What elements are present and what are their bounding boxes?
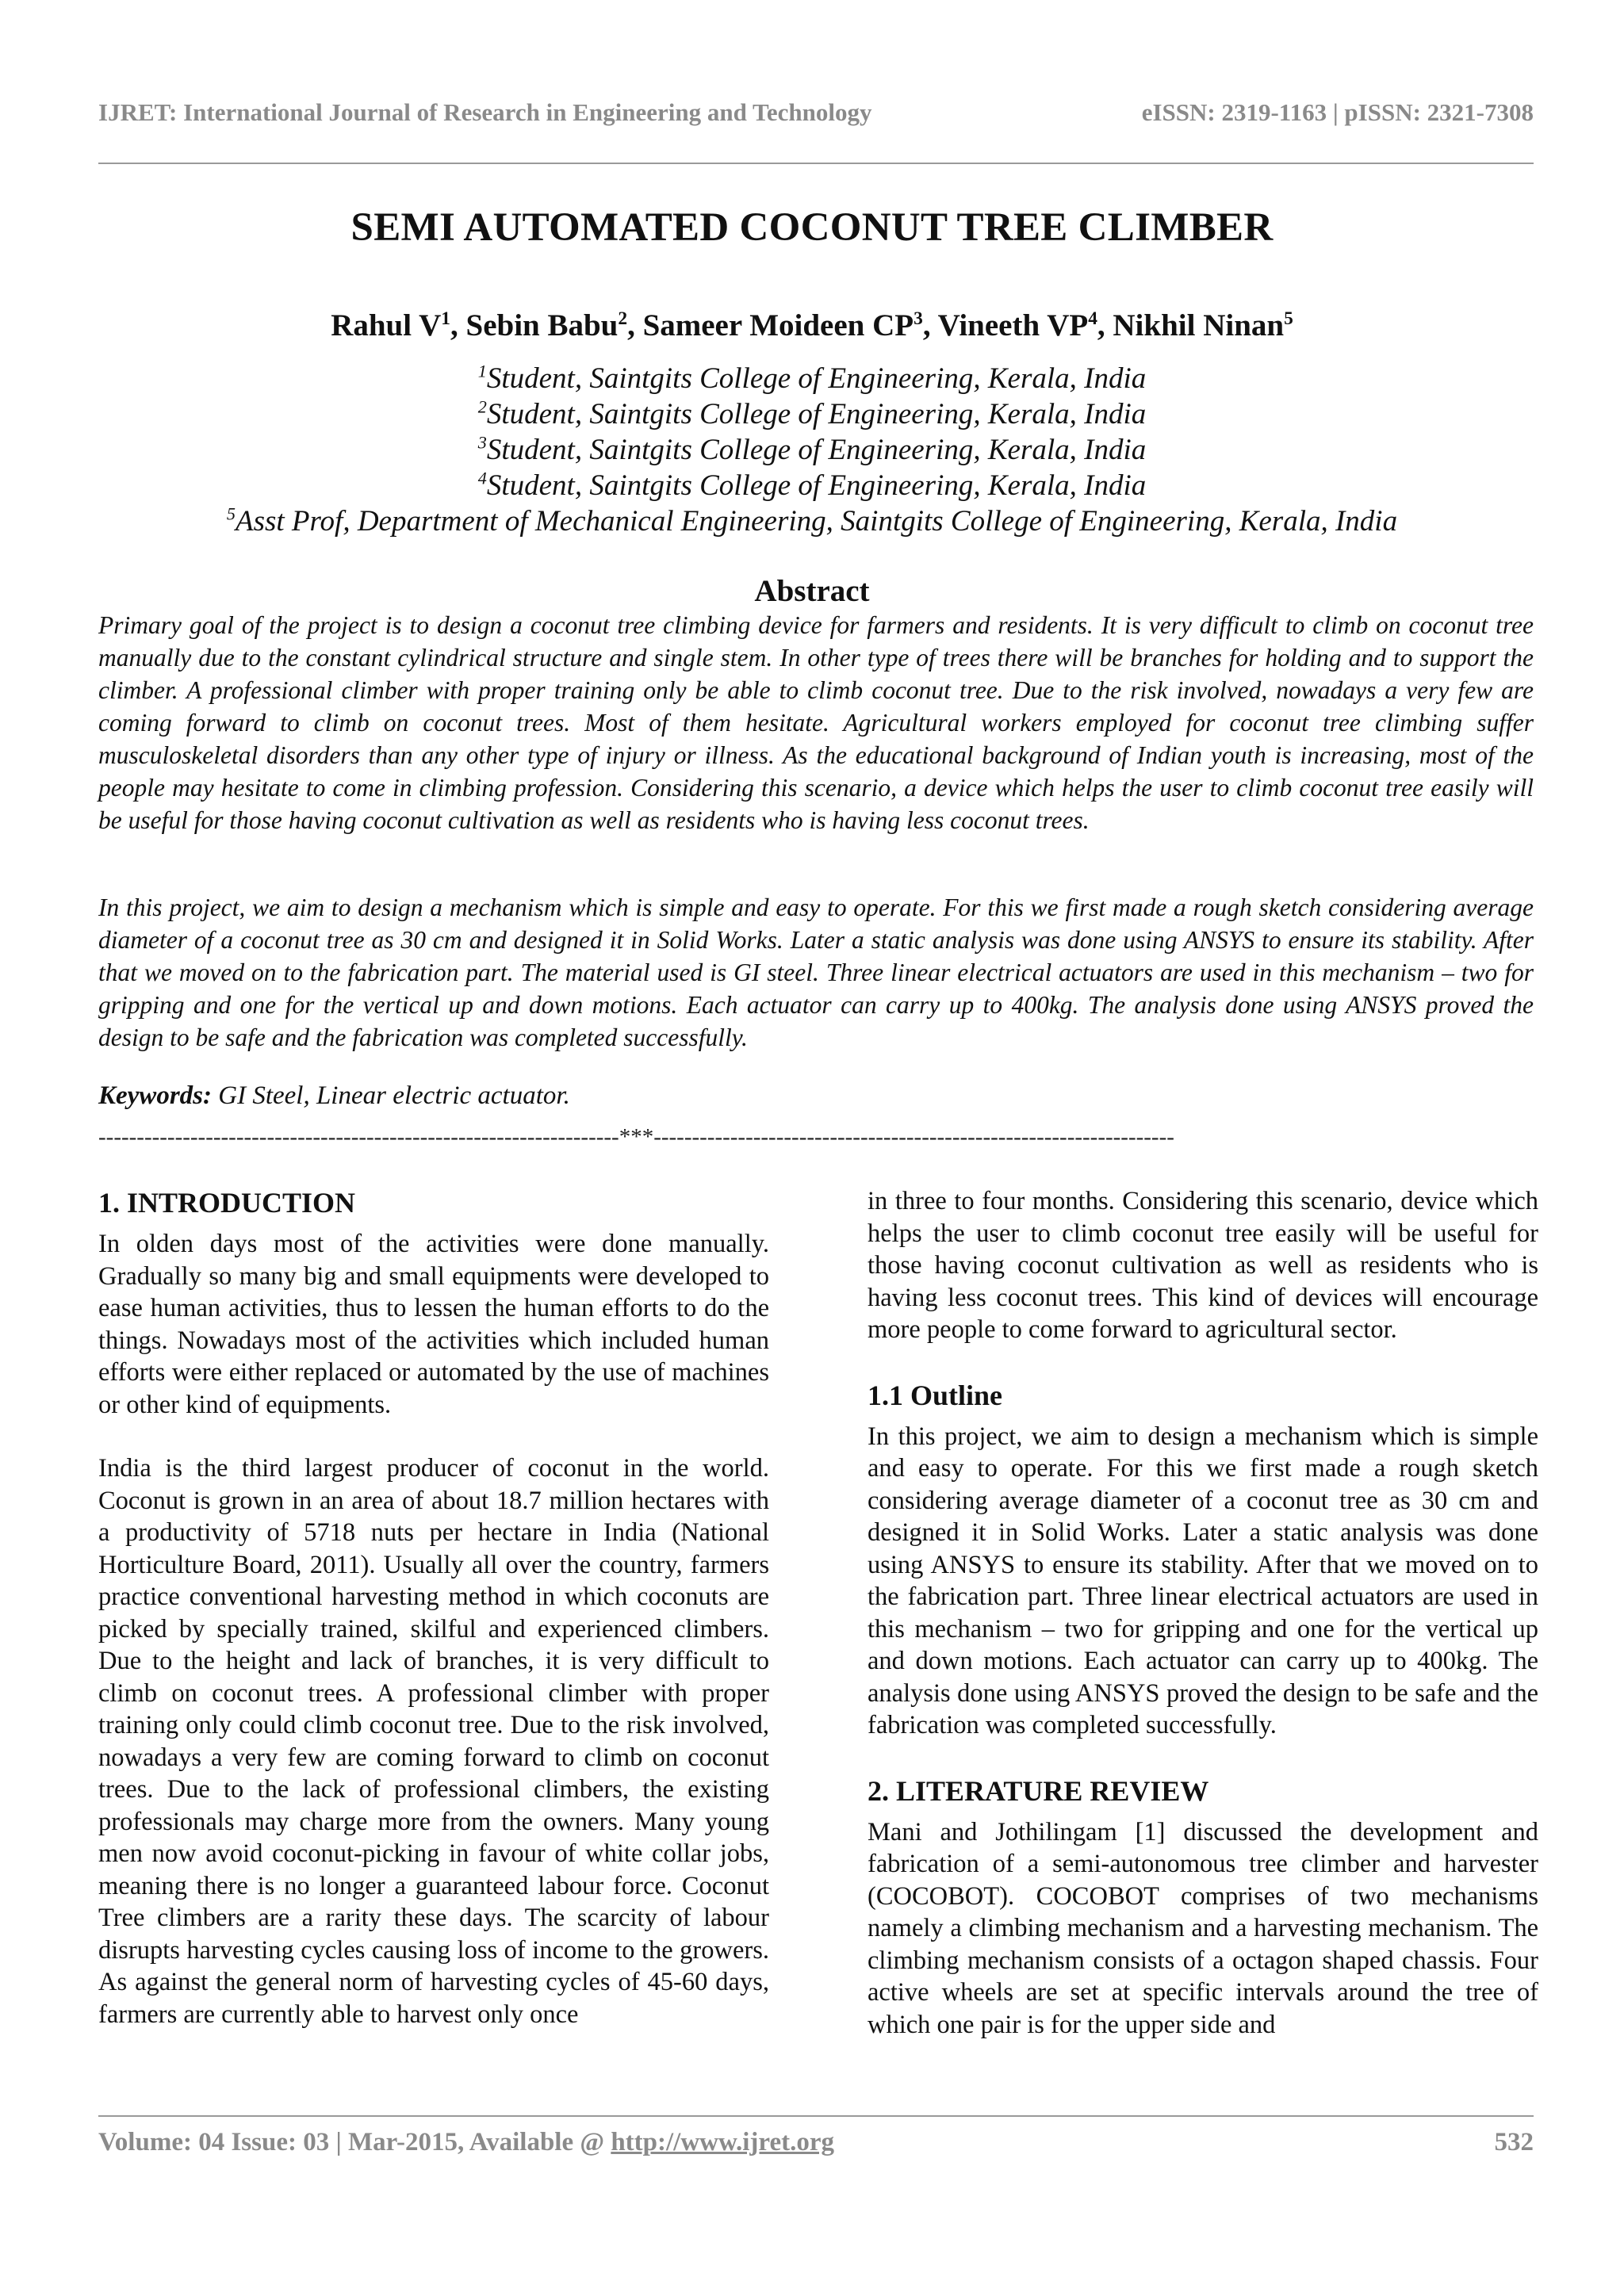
affiliation-text: Student, Saintgits College of Engineering, Kerala, India [486,362,1147,395]
author-affiliation-marker: 4 [1088,308,1097,329]
affiliation-line [0,396,1624,432]
volume-text: Volume: 04 Issue: 03 | Mar-2015, Available @ [98,2128,611,2156]
affiliation-marker: 1 [477,361,487,381]
affiliation-marker: 3 [477,432,487,453]
separator-dashes-right: -------------------------------------------------------------------- [653,1124,1174,1150]
volume-info [98,2128,834,2157]
author-affiliation-marker: 2 [618,308,628,329]
author-name: Sebin Babu [465,308,619,342]
author-list [0,308,1624,343]
author-affiliation-marker: 3 [914,308,923,329]
affiliation-line [0,503,1624,539]
page-number: 532 [1494,2128,1534,2156]
affiliation-text: Student, Saintgits College of Engineering, Kerala, India [486,434,1147,466]
paragraph-gap [868,1742,1538,1774]
affiliation-list [0,361,1624,539]
right-column [868,1185,1538,2041]
running-header [98,98,1534,133]
abstract-paragraph: Primary goal of the project is to design a coconut tree climbing device for farmers and residents. It is very difficult to climb on coconut tree manually due to the constant cylindrical structure and single stem. In other type of trees there will be branches for holding and to support the climber. A professional climber with proper training only be able to climb coconut tree. Due to the risk involved, nowadays a very few are coming forward to climb on coconut trees. Most of them hesitate. Agricultural workers employed for coconut tree climbing suffer musculoskeletal disorders than any other type of injury or illness. As the educational background of Indian youth is increasing, most of the people may hesitate to come in climbing profession. Considering this scenario, a device which helps the user to climb coconut tree easily will be useful for those having coconut cultivation as well as residents who is having less coconut trees. [98,611,1534,834]
affiliation-line [0,468,1624,503]
affiliation-text: Student, Saintgits College of Engineering, Kerala, India [486,469,1147,502]
affiliation-marker: 2 [477,396,487,417]
header-rule [98,163,1534,164]
author-name: Nikhil Ninan [1113,308,1285,342]
body-paragraph: in three to four months. Considering this scenario, device which helps the user to climb coconut tree easily will be useful for those having coconut cultivation as well as residents who is having less coconut trees. This kind of devices will encourage more people to come forward to agricultural sector. [868,1187,1538,1344]
author-affiliation-marker: 5 [1284,308,1293,329]
section-heading: 1.1 Outline [868,1379,1003,1411]
abstract-paragraph: In this project, we aim to design a mechanism which is simple and easy to operate. For this we first made a rough sketch considering average diameter of a coconut tree as 30 cm and designed it in Solid Works. Later a static analysis was done using ANSYS to ensure its stability. After that we moved on to the fabrication part. The material used is GI steel. Three linear electrical actuators are used in this mechanism – two for gripping and one for the vertical up and down motions. Each actuator can carry up to 400kg. The analysis done using ANSYS proved the design to be safe and the fabrication was completed successfully. [98,894,1534,1051]
author-separator: , [627,308,643,342]
author-name: Sameer Moideen CP [642,308,914,342]
author-separator: , [1097,308,1113,342]
paragraph-gap [868,1346,1538,1378]
body-paragraph: Mani and Jothilingam [1] discussed the development and fabrication of a semi-autonomous tree climber and harvester (COCOBOT). COCOBOT comprises of two mechanisms namely a climbing mechanism and a harvesting mechanism. The climbing mechanism consists of a octagon shaped chassis. Four active wheels are set at specific intervals around the tree of which one pair is for the upper side and [868,1817,1538,2039]
journal-name: IJRET: International Journal of Research in Engineering and Technology [98,98,872,126]
abstract-heading: Abstract [754,574,870,608]
affiliation-marker: 5 [226,503,236,524]
affiliation-marker: 4 [477,468,487,488]
section-heading: 2. LITERATURE REVIEW [868,1774,1209,1807]
paragraph-gap [98,1421,769,1452]
issn-info: eISSN: 2319-1163 | pISSN: 2321-7308 [1141,98,1534,126]
separator-stars: *** [619,1124,654,1150]
body-paragraph: In this project, we aim to design a mechanism which is simple and easy to operate. For this we first made a rough sketch considering average diameter of a coconut tree as 30 cm and designed it in Solid Works. Later a static analysis was done using ANSYS to ensure its stability. After that we moved on to the fabrication part. Three linear electrical actuators are used in this mechanism – two for gripping and one for the vertical up and down motions. Each actuator can carry up to 400kg. The analysis done using ANSYS proved the design to be safe and the fabrication was completed successfully. [868,1422,1538,1739]
affiliation-text: Student, Saintgits College of Engineering, Kerala, India [486,398,1147,430]
author-separator: , [922,308,938,342]
affiliation-line [0,432,1624,468]
keywords-label: Keywords: [98,1081,212,1110]
keywords-text: GI Steel, Linear electric actuator. [212,1081,570,1110]
keywords-line [98,1081,570,1111]
footer-rule [98,2115,1534,2117]
affiliation-text: Asst Prof, Department of Mechanical Engineering, Saintgits College of Engineering, Kerala, India [236,505,1398,538]
author-separator: , [450,308,466,342]
affiliation-line [0,361,1624,396]
body-paragraph: India is the third largest producer of coconut in the world. Coconut is grown in an area of about 18.7 million hectares with a productivity of 5718 nuts per hectare in India (National Horticulture Board, 2011). Usually all over the country, farmers practice conventional harvesting method in which coconuts are picked by specially trained, skilful and experienced climbers. Due to the height and lack of branches, it is very difficult to climb on coconut trees. A professional climber with proper training only could climb coconut tree. Due to the risk involved, nowadays a very few are coming forward to climb on coconut trees. Due to the lack of professional climbers, the existing professionals may charge more from the owners. Many young men now avoid coconut-picking in favour of white collar jobs, meaning there is no longer a guaranteed labour force. Coconut Tree climbers are a rarity these days. The scarcity of labour disrupts harvesting cycles causing loss of income to the growers. As against the general norm of harvesting cycles of 45-60 days, farmers are currently able to harvest only once [98,1454,769,2029]
separator-dashes-left: -------------------------------------------------------------------- [98,1124,619,1150]
body-paragraph: In olden days most of the activities were done manually. Gradually so many big and small equipments were developed to ease human activities, thus to lessen the human efforts to do the things. Nowadays most of the activities which included human efforts were either replaced or automated by the use of machines or other kind of equipments. [98,1230,769,1419]
journal-link[interactable]: http://www.ijret.org [611,2128,834,2156]
section-heading: 1. INTRODUCTION [98,1187,356,1219]
paper-title: SEMI AUTOMATED COCONUT TREE CLIMBER [350,205,1274,250]
section-separator [98,1124,1534,1156]
running-footer [98,2128,1534,2163]
left-column [98,1185,769,2030]
author-name: Vineeth VP [937,308,1089,342]
author-affiliation-marker: 1 [441,308,450,329]
author-name: Rahul V [331,308,442,342]
